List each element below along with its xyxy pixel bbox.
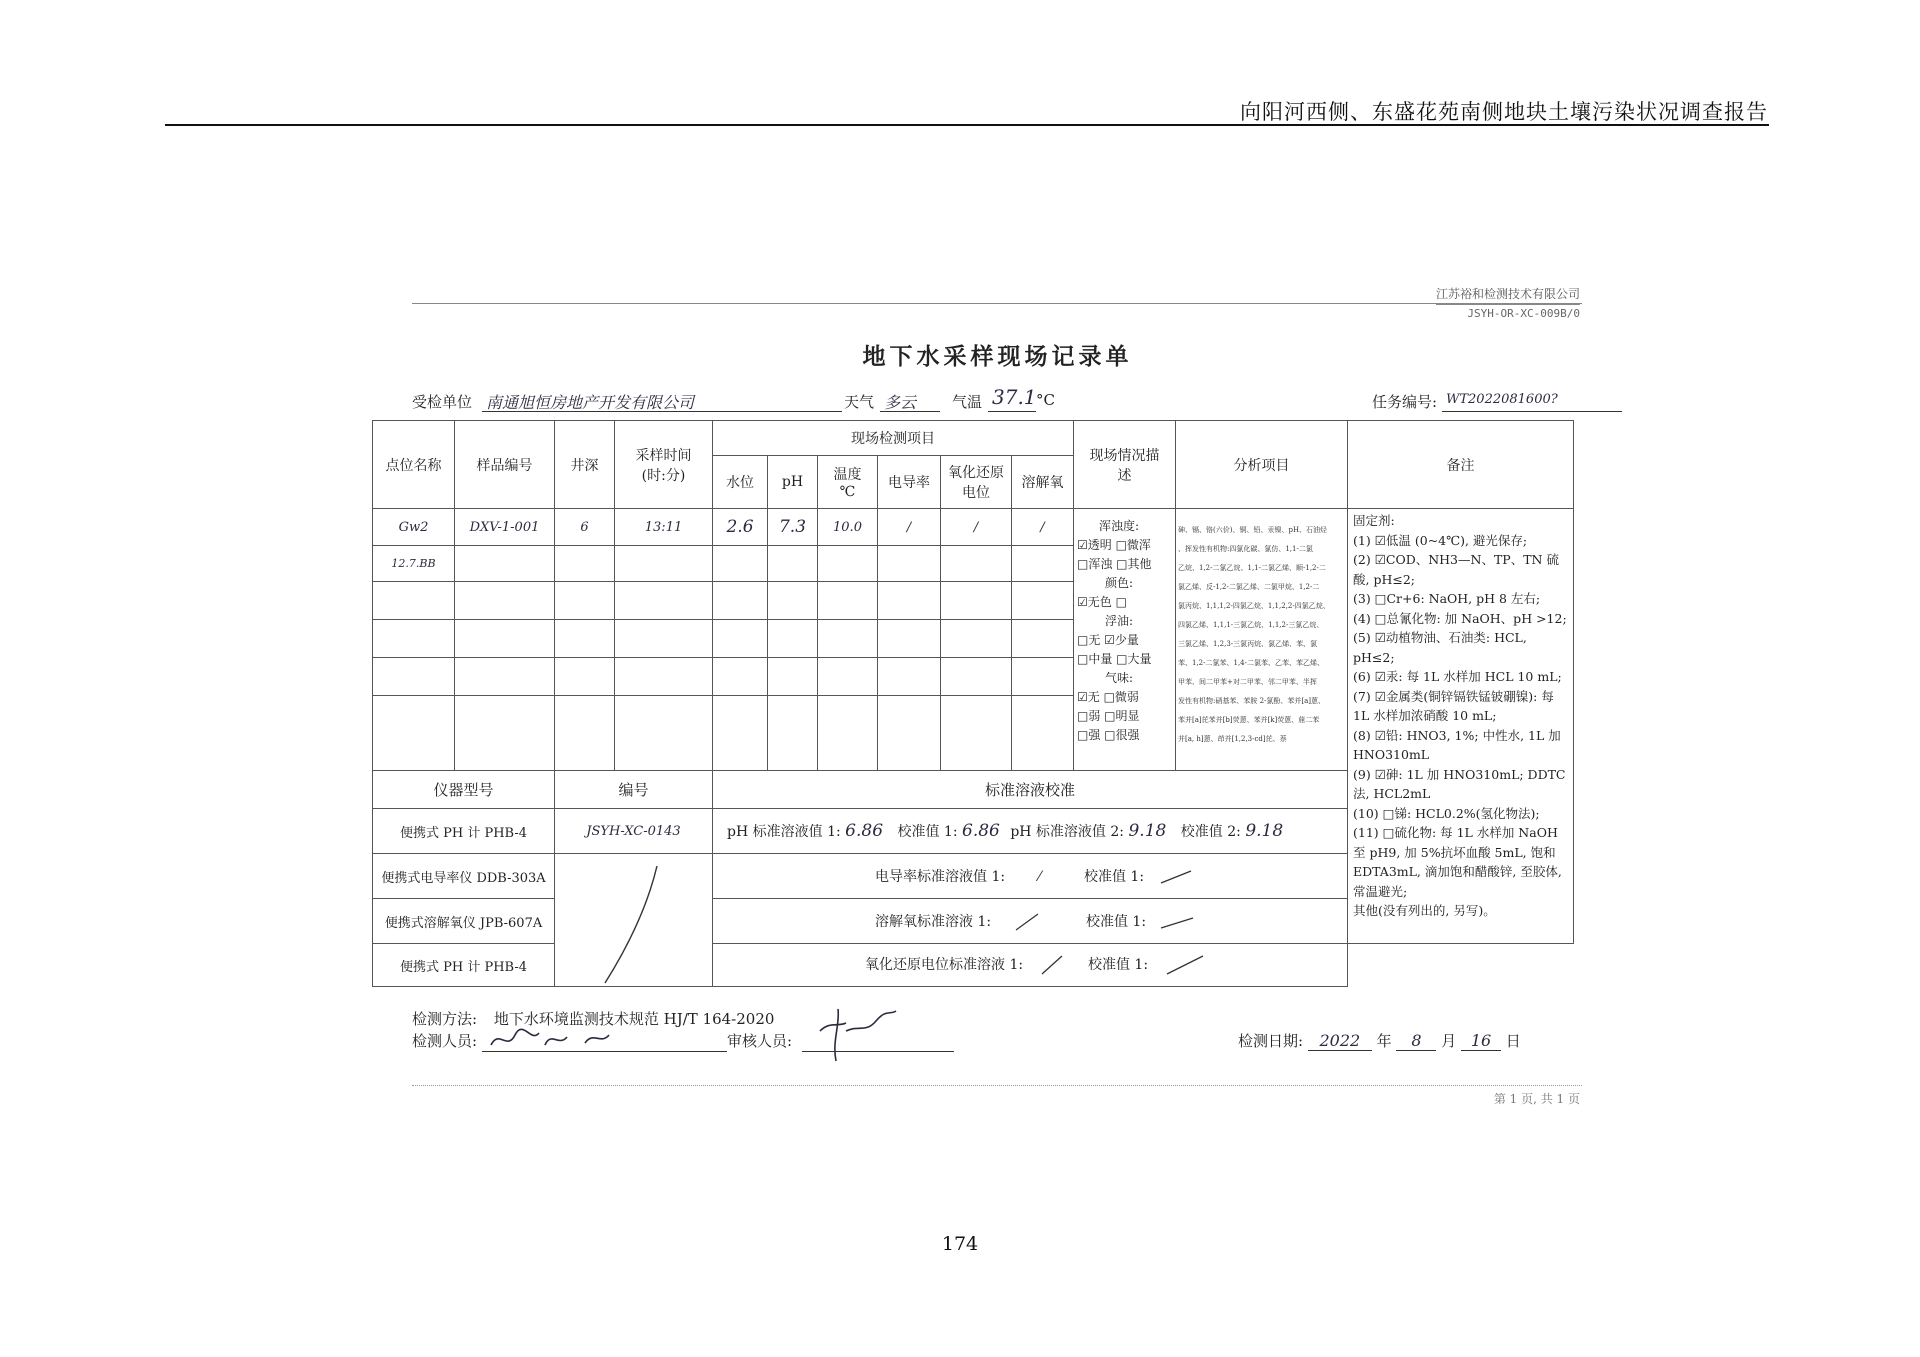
ph-std2-label: pH 标准溶液值 2: bbox=[1010, 824, 1125, 840]
empty-cell bbox=[941, 658, 1012, 696]
analysis-line: 氯丙烷、1,1,1,2-四氯乙烷、1,1,2,2-四氯乙烷、 bbox=[1178, 602, 1330, 610]
form-info-row bbox=[412, 387, 1622, 417]
analysis-line: 四氯乙烯、1,1,1-三氯乙烷、1,1,2-三氯乙烷、 bbox=[1178, 621, 1324, 629]
desc-odor-options-3: □强 □很强 bbox=[1077, 728, 1140, 742]
empty-cell bbox=[555, 696, 615, 771]
method-value: 地下水环境监测技术规范 HJ/T 164-2020 bbox=[493, 1010, 775, 1028]
sampling-record-table bbox=[372, 420, 1574, 987]
empty-cell bbox=[818, 546, 878, 582]
empty-cell bbox=[941, 696, 1012, 771]
inspector-label: 检测人员: bbox=[412, 1032, 478, 1050]
empty-cell bbox=[878, 582, 941, 620]
header-well-depth: 井深 bbox=[555, 421, 615, 509]
desc-color-label: 颜色: bbox=[1105, 576, 1134, 590]
point-name-cell: Gw2 bbox=[373, 509, 455, 546]
analysis-line: 并[a, h]蒽、茚并[1,2,3-cd]芘、萘 bbox=[1178, 735, 1287, 743]
empty-cell bbox=[941, 546, 1012, 582]
empty-cell bbox=[555, 582, 615, 620]
header-field-description bbox=[1074, 421, 1176, 509]
reviewer-underline bbox=[802, 1051, 954, 1052]
analysis-line: 氯乙烯、反-1,2-二氯乙烯、二氯甲烷、1,2-二 bbox=[1178, 583, 1320, 591]
point-note-cell: 12.7.BB bbox=[373, 546, 455, 582]
company-name: 江苏裕和检测技术有限公司 bbox=[1436, 285, 1580, 305]
instrument-model-header: 仪器型号 bbox=[373, 771, 555, 809]
sampling-time-cell: 13:11 bbox=[615, 509, 713, 546]
desc-odor-options-1: ☑无 □微弱 bbox=[1077, 690, 1139, 704]
date-day-unit: 日 bbox=[1505, 1032, 1521, 1050]
weather-value: 多云 bbox=[884, 393, 917, 412]
temperature-cell: 10.0 bbox=[818, 509, 878, 546]
remark-line: (10) □锑: HCL0.2%(氢化物法); bbox=[1353, 805, 1540, 821]
header-sampling-time-unit: (时:分) bbox=[641, 467, 686, 484]
empty-cell bbox=[713, 546, 768, 582]
empty-cell bbox=[878, 546, 941, 582]
empty-cell bbox=[818, 658, 878, 696]
desc-turbidity-options-1: ☑透明 □微浑 bbox=[1077, 538, 1151, 552]
air-temp-label: 气温 bbox=[952, 393, 983, 411]
well-depth-cell: 6 bbox=[555, 509, 615, 546]
header-orp-1: 氧化还原 bbox=[948, 465, 1004, 481]
conductivity-std-dash: ⁄ bbox=[1038, 869, 1041, 885]
sheet-page-count: 第 1 页, 共 1 页 bbox=[1493, 1092, 1580, 1106]
instrument-number-ph-1: JSYH-XC-0143 bbox=[555, 809, 713, 854]
empty-cell bbox=[768, 696, 818, 771]
empty-cell bbox=[1012, 658, 1074, 696]
empty-cell bbox=[555, 658, 615, 696]
conductivity-cell: / bbox=[878, 509, 941, 546]
empty-cell bbox=[1012, 582, 1074, 620]
header-conductivity: 电导率 bbox=[878, 456, 941, 509]
dissolved-oxygen-cell: / bbox=[1012, 509, 1074, 546]
date-year-unit: 年 bbox=[1376, 1032, 1392, 1050]
document-code: JSYH-OR-XC-009B/0 bbox=[1467, 307, 1580, 320]
remark-line: (8) ☑铅: HNO3, 1%; 中性水, 1L 加 HNO310mL bbox=[1353, 727, 1561, 762]
remark-line: (9) ☑砷: 1L 加 HNO310mL; DDTC 法, HCL2mL bbox=[1353, 766, 1566, 801]
empty-cell bbox=[768, 658, 818, 696]
header-temperature bbox=[818, 456, 878, 509]
remark-line: 固定剂: bbox=[1353, 513, 1395, 528]
header-dissolved-oxygen: 溶解氧 bbox=[1012, 456, 1074, 509]
header-rule bbox=[165, 124, 1769, 126]
ph-std2-value: 9.18 bbox=[1128, 821, 1167, 841]
date-month-unit: 月 bbox=[1441, 1032, 1457, 1050]
instrument-number-header: 编号 bbox=[555, 771, 713, 809]
air-temp-field bbox=[988, 385, 1037, 412]
orp-cal-dash bbox=[1163, 954, 1213, 976]
instrument-number-blank bbox=[555, 854, 713, 987]
remark-line: (4) □总氰化物: 加 NaOH、pH >12; bbox=[1353, 610, 1567, 626]
sampling-record-sheet bbox=[370, 275, 1625, 1105]
desc-odor-options-2: □弱 □明显 bbox=[1077, 709, 1140, 723]
water-level-cell: 2.6 bbox=[713, 509, 768, 546]
remark-line: (6) ☑汞: 每 1L 水样加 HCL 10 mL; bbox=[1353, 669, 1562, 684]
ph-cal1-label: 校准值 1: bbox=[897, 824, 958, 840]
analysis-line: 发性有机物:硝基苯、苯胺 2-氯酚、苯并[a]蒽、 bbox=[1178, 697, 1326, 705]
ph-cal2-label: 校准值 2: bbox=[1180, 824, 1241, 840]
inspected-unit-value: 南通旭恒房地产开发有限公司 bbox=[486, 393, 695, 412]
page-number: 174 bbox=[941, 1233, 979, 1255]
header-orp bbox=[941, 456, 1012, 509]
empty-cell bbox=[455, 696, 555, 771]
empty-cell bbox=[1012, 546, 1074, 582]
ph-calibration-row bbox=[713, 809, 1348, 854]
orp-cal-label: 校准值 1: bbox=[1087, 957, 1149, 973]
desc-turbidity-options-2: □浑浊 □其他 bbox=[1077, 557, 1152, 571]
ph-std1-label: pH 标准溶液值 1: bbox=[727, 824, 841, 840]
field-description-cell bbox=[1074, 509, 1176, 771]
instrument-model-conductivity: 便携式电导率仪 DDB-303A bbox=[373, 854, 555, 899]
remark-line: (2) ☑COD、NH3—N、TP、TN 硫酸, pH≤2; bbox=[1353, 552, 1559, 587]
ph-cell: 7.3 bbox=[768, 509, 818, 546]
remark-line: (5) ☑动植物油、石油类: HCL, pH≤2; bbox=[1353, 630, 1527, 665]
header-sampling-time-label: 采样时间 bbox=[635, 447, 692, 464]
remark-line: (7) ☑金属类(铜锌镉铁锰铍硼镍): 每 1L 水样加浓硝酸 10 mL; bbox=[1353, 688, 1554, 723]
inspector-underline bbox=[482, 1051, 727, 1052]
analysis-line: 三氯乙烯、1,2,3-三氯丙烷、氯乙烯、苯、氯 bbox=[1178, 640, 1318, 648]
desc-odor-label: 气味: bbox=[1105, 671, 1134, 685]
date-line bbox=[1238, 1030, 1521, 1051]
header-temperature-label: 温度 bbox=[833, 467, 862, 483]
remark-line: (1) ☑低温 (0~4℃), 避光保存; bbox=[1353, 532, 1528, 548]
empty-cell bbox=[713, 696, 768, 771]
empty-cell bbox=[818, 620, 878, 658]
empty-cell bbox=[615, 546, 713, 582]
empty-cell bbox=[615, 582, 713, 620]
analysis-line: 乙烷、1,2-二氯乙烷、1,1-二氯乙烯、顺-1,2-二 bbox=[1178, 564, 1326, 572]
remarks-cell bbox=[1348, 509, 1574, 944]
calibration-header: 标准溶液校准 bbox=[713, 771, 1348, 809]
sheet-top-rule bbox=[412, 303, 1582, 304]
remark-line: 其他(没有列出的, 另写)。 bbox=[1353, 903, 1496, 918]
method-label: 检测方法: bbox=[412, 1010, 478, 1028]
header-field-tests: 现场检测项目 bbox=[713, 421, 1074, 456]
empty-cell bbox=[615, 658, 713, 696]
orp-calibration-row bbox=[713, 944, 1348, 987]
header-sampling-time bbox=[615, 421, 713, 509]
header-orp-2: 电位 bbox=[962, 485, 990, 501]
remark-line: (11) □硫化物: 每 1L 水样加 NaOH 至 pH9, 加 5%抗坏血酸 5mL, 饱和 EDTA3mL, 滴加饱和醋酸锌, 至胶体, 常温避光; bbox=[1353, 825, 1562, 899]
empty-cell bbox=[373, 582, 455, 620]
header-ph: pH bbox=[768, 456, 818, 509]
header-field-description-2: 述 bbox=[1117, 467, 1132, 484]
report-running-header: 向阳河西侧、东盛花苑南侧地块土壤污染状况调查报告 bbox=[1240, 100, 1768, 124]
weather-field bbox=[880, 389, 940, 412]
reviewer-line bbox=[727, 1030, 792, 1051]
header-analysis-items: 分析项目 bbox=[1176, 421, 1348, 509]
inspected-unit-label: 受检单位 bbox=[412, 393, 473, 411]
date-year: 2022 bbox=[1308, 1031, 1372, 1051]
empty-cell bbox=[768, 620, 818, 658]
empty-cell bbox=[818, 696, 878, 771]
header-temperature-unit: ℃ bbox=[839, 484, 856, 500]
analysis-line: 砷、镉、铬(六价)、铜、铅、汞镍、pH、石油烃 bbox=[1178, 526, 1328, 534]
conductivity-cal-dash bbox=[1159, 869, 1195, 885]
ph-cal1-value: 6.86 bbox=[962, 821, 1000, 841]
empty-cell bbox=[373, 696, 455, 771]
do-std-label: 溶解氧标准溶液 1: bbox=[875, 913, 992, 930]
reviewer-signature bbox=[810, 1001, 900, 1065]
date-day: 16 bbox=[1461, 1031, 1501, 1051]
analysis-line: 苯并[a]芘苯并[b]荧蒽、苯并[k]荧蒽、䓛二苯 bbox=[1178, 716, 1320, 724]
empty-cell bbox=[878, 658, 941, 696]
orp-std-label: 氧化还原电位标准溶液 1: bbox=[865, 957, 1024, 973]
empty-cell bbox=[555, 546, 615, 582]
ph-std1-value: 6.86 bbox=[845, 821, 884, 841]
do-calibration-row bbox=[713, 899, 1348, 944]
instrument-model-ph-1: 便携式 PH 计 PHB-4 bbox=[373, 809, 555, 854]
weather-label: 天气 bbox=[844, 393, 875, 411]
sheet-bottom-rule bbox=[412, 1085, 1582, 1086]
conductivity-cal-label: 校准值 1: bbox=[1083, 869, 1145, 885]
empty-cell bbox=[455, 546, 555, 582]
do-std-dash bbox=[996, 912, 1056, 932]
desc-oil-label: 浮油: bbox=[1105, 614, 1134, 628]
ph-cal2-value: 9.18 bbox=[1245, 821, 1284, 841]
empty-cell bbox=[373, 620, 455, 658]
header-field-description-1: 现场情况描 bbox=[1089, 447, 1160, 464]
task-number-label: 任务编号: bbox=[1372, 393, 1438, 411]
orp-cell: / bbox=[941, 509, 1012, 546]
inspector-signature bbox=[485, 1023, 625, 1053]
reviewer-label: 审核人员: bbox=[727, 1032, 793, 1050]
empty-cell bbox=[455, 582, 555, 620]
air-temp-value: 37.1 bbox=[992, 385, 1037, 409]
analysis-line: 甲苯、间二甲苯+对二甲苯、邻二甲苯、半挥 bbox=[1178, 678, 1317, 686]
empty-cell bbox=[941, 620, 1012, 658]
empty-cell bbox=[713, 620, 768, 658]
inspected-unit-field bbox=[482, 389, 842, 412]
header-remarks: 备注 bbox=[1348, 421, 1574, 509]
empty-cell bbox=[455, 658, 555, 696]
empty-cell bbox=[878, 696, 941, 771]
instrument-model-ph-2: 便携式 PH 计 PHB-4 bbox=[373, 944, 555, 987]
header-point-name: 点位名称 bbox=[373, 421, 455, 509]
header-water-level: 水位 bbox=[713, 456, 768, 509]
strike-through-mark bbox=[557, 858, 713, 987]
empty-cell bbox=[941, 582, 1012, 620]
empty-cell bbox=[615, 620, 713, 658]
air-temp-unit: °C bbox=[1036, 391, 1055, 409]
empty-cell bbox=[1012, 620, 1074, 658]
inspector-line bbox=[412, 1030, 477, 1051]
date-month: 8 bbox=[1396, 1031, 1436, 1051]
task-number-value: WT2022081600? bbox=[1446, 392, 1558, 407]
remark-line: (3) □Cr+6: NaOH, pH 8 左右; bbox=[1353, 591, 1541, 606]
empty-cell bbox=[878, 620, 941, 658]
empty-cell bbox=[818, 582, 878, 620]
desc-color-options: ☑无色 □ bbox=[1077, 595, 1127, 609]
instrument-model-do: 便携式溶解氧仪 JPB-607A bbox=[373, 899, 555, 944]
sample-no-cell: DXV-1-001 bbox=[455, 509, 555, 546]
empty-cell bbox=[373, 658, 455, 696]
empty-cell bbox=[768, 546, 818, 582]
conductivity-std-label: 电导率标准溶液值 1: bbox=[875, 869, 1006, 885]
analysis-line: 、挥发性有机物:四氯化碳、氯仿、1,1-二氯 bbox=[1178, 545, 1313, 553]
do-cal-label: 校准值 1: bbox=[1085, 913, 1147, 930]
date-label: 检测日期: bbox=[1238, 1032, 1304, 1050]
empty-cell bbox=[615, 696, 713, 771]
conductivity-calibration-row bbox=[713, 854, 1348, 899]
header-sample-no: 样品编号 bbox=[455, 421, 555, 509]
analysis-items-cell bbox=[1176, 509, 1348, 771]
empty-cell bbox=[455, 620, 555, 658]
empty-cell bbox=[555, 620, 615, 658]
orp-std-dash bbox=[1028, 954, 1078, 976]
desc-oil-options-2: □中量 □大量 bbox=[1077, 652, 1152, 666]
do-cal-dash bbox=[1159, 914, 1199, 930]
empty-cell bbox=[713, 658, 768, 696]
empty-cell bbox=[1012, 696, 1074, 771]
desc-oil-options-1: □无 ☑少量 bbox=[1077, 633, 1139, 647]
desc-turbidity-label: 浑浊度: bbox=[1099, 519, 1140, 533]
empty-cell bbox=[768, 582, 818, 620]
empty-cell bbox=[713, 582, 768, 620]
analysis-line: 苯、1,2-二氯苯、1,4-二氯苯、乙苯、苯乙烯、 bbox=[1178, 659, 1324, 667]
form-title: 地下水采样现场记录单 bbox=[862, 343, 1133, 370]
task-number-field bbox=[1442, 389, 1622, 412]
